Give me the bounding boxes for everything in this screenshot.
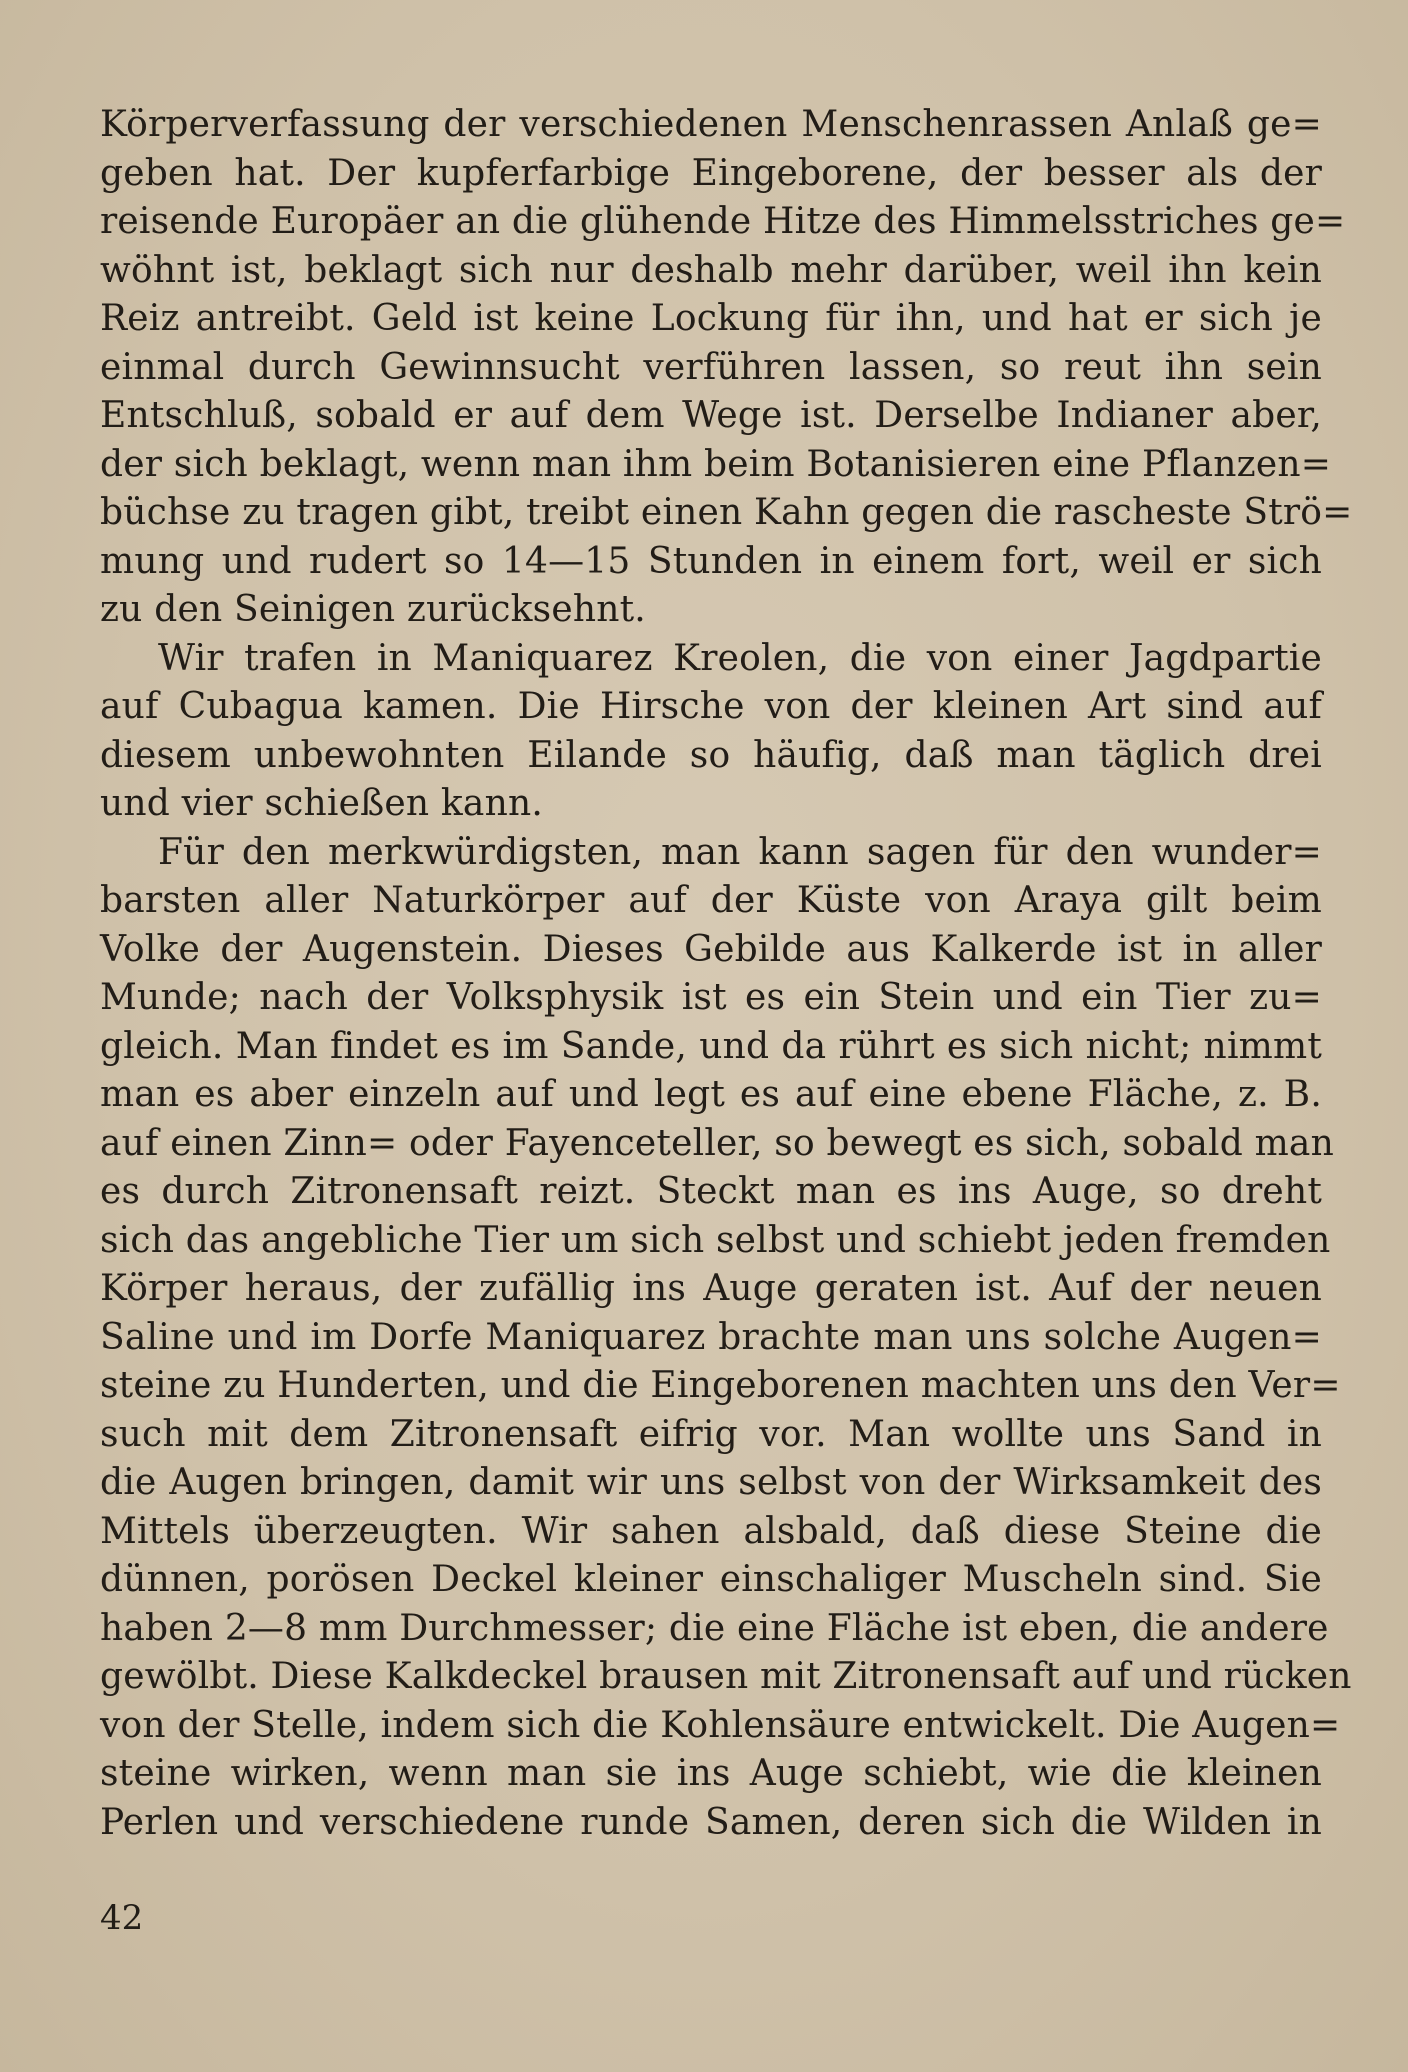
text-line: Volke der Augenstein. Dieses Gebilde aus Kalkerde ist in aller: [100, 928, 1322, 970]
text-line: Entschluß, sobald er auf dem Wege ist. Derselbe Indianer aber,: [100, 395, 1322, 436]
text-line: Munde; nach der Volksphysik ist es ein Stein und ein Tier zu=: [100, 977, 1322, 1018]
text-line: geben hat. Der kupferfarbige Eingeborene, der besser als der: [100, 152, 1322, 194]
text-line: sich das angebliche Tier um sich selbst und schiebt jeden fremden: [100, 1219, 1331, 1261]
text-line: Wir trafen in Maniquarez Kreolen, die von einer Jagdpartie: [158, 637, 1322, 679]
text-line: von der Stelle, indem sich die Kohlensäure entwickelt. Die Augen=: [100, 1704, 1341, 1746]
page-number: 42: [100, 1898, 144, 1938]
text-line: gleich. Man findet es im Sande, und da rührt es sich nicht; nimmt: [100, 1025, 1322, 1067]
text-line: und vier schießen kann.: [100, 783, 543, 824]
text-line: mung und rudert so 14—15 Stunden in einem fort, weil er sich: [100, 540, 1322, 582]
text-line: der sich beklagt, wenn man ihm beim Botanisieren eine Pflanzen=: [100, 443, 1332, 485]
text-line: steine zu Hunderten, und die Eingeborenen machten uns den Ver=: [100, 1365, 1341, 1406]
body-text: [100, 101, 1353, 1847]
text-line: auf Cubagua kamen. Die Hirsche von der kleinen Art sind auf: [100, 686, 1322, 727]
text-line: Saline und im Dorfe Maniquarez brachte man uns solche Augen=: [100, 1316, 1322, 1358]
text-line: Mittels überzeugten. Wir sahen alsbald, daß diese Steine die: [100, 1510, 1322, 1552]
text-line: dünnen, porösen Deckel kleiner einschaliger Muscheln sind. Sie: [100, 1559, 1322, 1600]
text-line: reisende Europäer an die glühende Hitze des Himmelsstriches ge=: [100, 201, 1346, 242]
text-line: es durch Zitronensaft reizt. Steckt man es ins Auge, so dreht: [100, 1171, 1322, 1212]
text-line: man es aber einzeln auf und legt es auf eine ebene Fläche, z. B.: [100, 1074, 1322, 1115]
text-line: büchse zu tragen gibt, treibt einen Kahn gegen die rascheste Strö=: [100, 492, 1353, 533]
text-line: einmal durch Gewinnsucht verführen lassen, so reut ihn sein: [100, 346, 1322, 388]
text-line: gewölbt. Diese Kalkdeckel brausen mit Zitronensaft auf und rücken: [100, 1656, 1352, 1697]
text-line: such mit dem Zitronensaft eifrig vor. Man wollte uns Sand in: [100, 1413, 1322, 1455]
text-line: Perlen und verschiedene runde Samen, deren sich die Wilden in: [100, 1801, 1322, 1843]
text-line: haben 2—8 mm Durchmesser; die eine Fläche ist eben, die andere: [100, 1607, 1329, 1649]
text-line: diesem unbewohnten Eilande so häufig, daß man täglich drei: [100, 734, 1322, 776]
text-line: Reiz antreibt. Geld ist keine Lockung für ihn, und hat er sich je: [100, 298, 1322, 339]
text-line: steine wirken, wenn man sie ins Auge schiebt, wie die kleinen: [100, 1753, 1322, 1794]
text-line: Körperverfassung der verschiedenen Menschenrassen Anlaß ge=: [100, 104, 1322, 145]
text-line: Für den merkwürdigsten, man kann sagen für den wunder=: [158, 831, 1322, 873]
text-line: auf einen Zinn= oder Fayenceteller, so bewegt es sich, sobald man: [100, 1122, 1334, 1164]
text-line: barsten aller Naturkörper auf der Küste von Araya gilt beim: [100, 880, 1322, 921]
text-line: wöhnt ist, beklagt sich nur deshalb mehr darüber, weil ihn kein: [100, 249, 1322, 291]
text-line: Körper heraus, der zufällig ins Auge geraten ist. Auf der neuen: [100, 1268, 1322, 1309]
text-line: die Augen bringen, damit wir uns selbst von der Wirksamkeit des: [100, 1462, 1322, 1503]
text-line: zu den Seinigen zurücksehnt.: [100, 589, 646, 630]
